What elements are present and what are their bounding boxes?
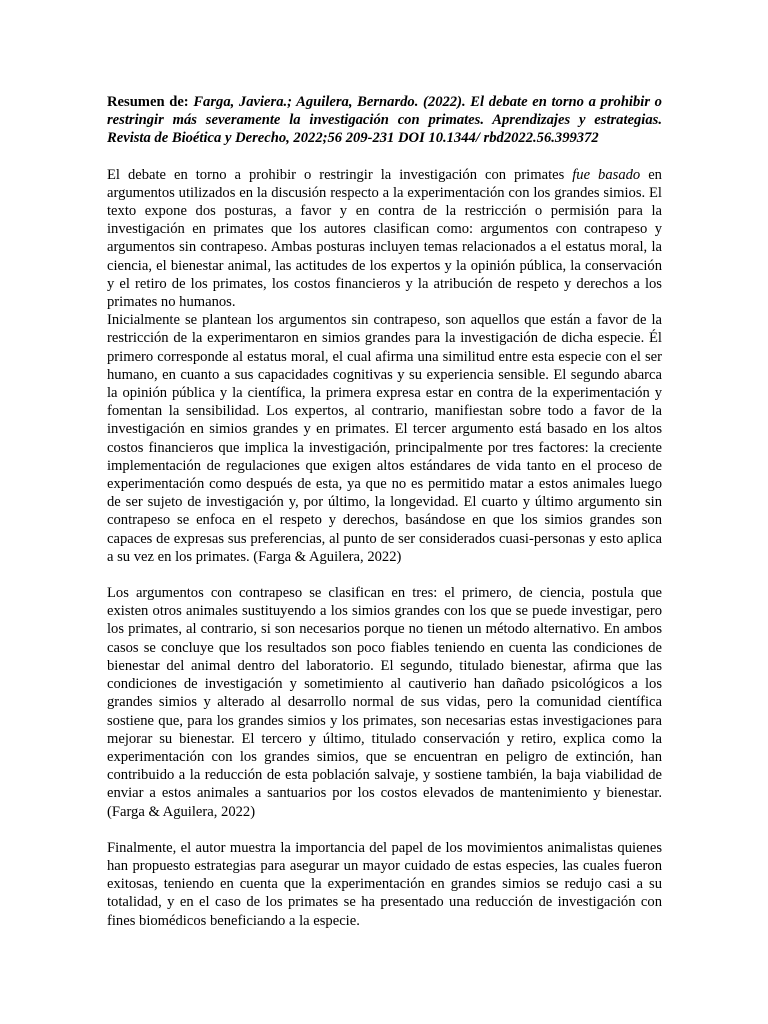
citation-reference: Farga, Javiera.; Aguilera, Bernardo. (2022). El debate en torno a prohibir o restringir más severamente la investigación con primates. Aprendizajes y estrategias. Revista de Bioética y Derecho, 2022;56 209-231 DOI 10.1344/ rbd2022.56.399372 (107, 94, 662, 147)
paragraph-intro (107, 166, 662, 312)
paragraph-intro-italic: fue basado (572, 166, 641, 183)
paragraph-intro-end: en argumentos utilizados en la discusión respecto a la experimentación con los grandes simios. El texto expone dos posturas, a favor y en contra de la restricción o permisión para la investigación en primates que los autores clasifican como: argumentos con contrapeso y argumentos sin contrapeso. Ambas posturas incluyen temas relacionados a el estatus moral, la ciencia, el bienestar animal, las actitudes de los expertos y la opinión pública, la conservación y el retiro de los primates, los costos financieros y la atribución de respeto y derechos a los primates no humanos. (107, 166, 662, 311)
paragraph-con-contrapeso: Los argumentos con contrapeso se clasifican en tres: el primero, de ciencia, postula que existen otros animales sustituyendo a los simios grandes con los que se puede investigar, pero los primates, al contrario, si son necesarios porque no tienen un método alternativo. En ambos casos se concluye que los resultados son poco fiables teniendo en cuenta las condiciones de bienestar del animal dentro del laboratorio. El segundo, titulado bienestar, afirma que las condiciones de investigación y sometimiento al cautiverio han dañado psicológicos a los grandes simios y alterado al desarrollo normal de sus vidas, pero la comunidad científica sostiene que, para los grandes simios y los primates, son necesarias estas investigaciones para mejorar su bienestar. El tercero y último, titulado conservación y retiro, explica como la experimentación con los grandes simios, que se encuentran en peligro de extinción, han contribuido a la reducción de esta población salvaje, y sostiene también, la baja viabilidad de enviar a estos animales a santuarios por los costos elevados de mantenimiento y bienestar. (Farga & Aguilera, 2022) (107, 585, 662, 820)
citation-header (107, 93, 662, 148)
paragraph-intro-start: El debate en torno a prohibir o restringir la investigación con primates (107, 166, 573, 183)
paragraph-spacer (107, 821, 662, 839)
citation-lead: Resumen de: (107, 94, 189, 110)
document-page (107, 93, 662, 930)
paragraph-spacer (107, 566, 662, 584)
paragraph-conclusion: Finalmente, el autor muestra la importancia del papel de los movimientos animalistas quienes han propuesto estrategias para asegurar un mayor cuidado de estas especies, las cuales fueron exitosas, teniendo en cuenta que la experimentación en grandes simios se redujo casi a su totalidad, y en el caso de los primates se ha presentado una reducción de investigación con fines biomédicos beneficiando a la especie. (107, 839, 662, 929)
paragraph-sin-contrapeso: Inicialmente se plantean los argumentos sin contrapeso, son aquellos que están a favor de la restricción de la experimentaron en simios grandes para la investigación de dicha especie. Él primero corresponde al estatus moral, el cual afirma una similitud entre esta especie con el ser humano, en cuanto a sus capacidades cognitivas y su experiencia sensible. El segundo abarca la opinión pública y la científica, la primera expresa estar en contra de la experimentación y fomentan la sensibilidad. Los expertos, al contrario, manifiestan sobre todo a favor de la investigación en simios grandes y en primates. El tercer argumento está basado en los altos costos financieros que implica la investigación, principalmente por tres factores: la creciente implementación de regulaciones que exigen altos estándares de vida tanto en el proceso de experimentación como después de esta, ya que no es permitido matar a estos animales luego de ser sujeto de investigación y, por último, la longevidad. El cuarto y último argumento sin contrapeso se enfoca en el respeto y derechos, basándose en que los simios grandes son capaces de expresas sus preferencias, al punto de ser considerados cuasi-personas y esto aplica a su vez en los primates. (Farga & Aguilera, 2022) (107, 312, 662, 565)
